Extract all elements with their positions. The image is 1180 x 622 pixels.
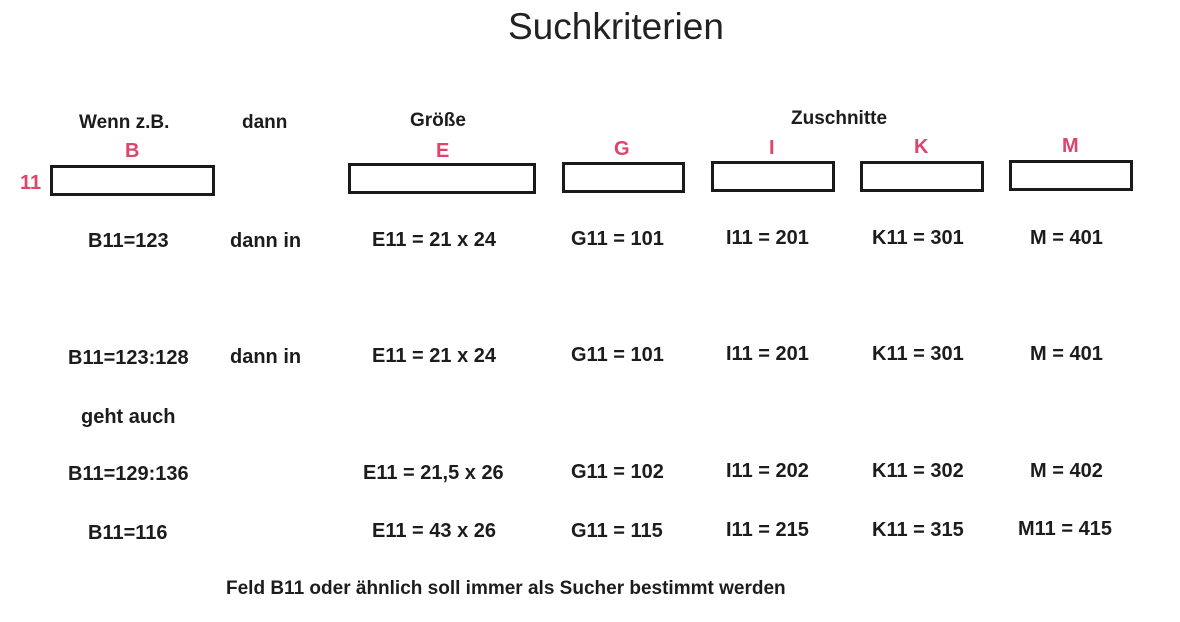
column-label-b: B xyxy=(125,140,140,162)
cell-box-b[interactable] xyxy=(50,165,215,196)
header-wenn: Wenn z.B. xyxy=(79,112,170,133)
row1-b: B11=123 xyxy=(88,230,169,252)
row4-k: K11 = 315 xyxy=(872,519,964,541)
row4-g: G11 = 115 xyxy=(571,520,663,542)
row3-b: B11=129:136 xyxy=(68,463,189,485)
cell-box-i[interactable] xyxy=(711,161,835,192)
row1-k: K11 = 301 xyxy=(872,227,964,249)
also-note: geht auch xyxy=(81,406,176,428)
row3-e: E11 = 21,5 x 26 xyxy=(363,462,504,484)
footer-note: Feld B11 oder ähnlich soll immer als Sucher bestimmt werden xyxy=(226,578,786,599)
header-dann: dann xyxy=(242,112,288,133)
row3-k: K11 = 302 xyxy=(872,460,964,482)
column-label-g: G xyxy=(614,138,630,160)
row4-i: I11 = 215 xyxy=(726,519,809,541)
row4-m: M11 = 415 xyxy=(1018,518,1112,540)
column-label-i: I xyxy=(769,137,775,159)
row2-e: E11 = 21 x 24 xyxy=(372,345,497,367)
header-zuschnitte: Zuschnitte xyxy=(791,108,888,129)
row1-dann: dann in xyxy=(230,230,302,252)
column-label-k: K xyxy=(914,136,929,158)
row4-e: E11 = 43 x 26 xyxy=(372,520,497,542)
page-title: Suchkriterien xyxy=(508,6,724,47)
column-label-m: M xyxy=(1062,135,1079,157)
row1-e: E11 = 21 x 24 xyxy=(372,229,497,251)
row2-dann: dann in xyxy=(230,346,302,368)
row2-k: K11 = 301 xyxy=(872,343,964,365)
row2-b: B11=123:128 xyxy=(68,347,189,369)
cell-box-k[interactable] xyxy=(860,161,984,192)
row4-b: B11=116 xyxy=(88,522,168,544)
row1-g: G11 = 101 xyxy=(571,228,664,250)
row3-g: G11 = 102 xyxy=(571,461,664,483)
row-label: 11 xyxy=(20,172,42,194)
row2-m: M = 401 xyxy=(1030,343,1103,365)
header-groesse: Größe xyxy=(410,110,466,131)
row2-i: I11 = 201 xyxy=(726,343,809,365)
row3-m: M = 402 xyxy=(1030,460,1103,482)
row1-m: M = 401 xyxy=(1030,227,1103,249)
row3-i: I11 = 202 xyxy=(726,460,809,482)
row2-g: G11 = 101 xyxy=(571,344,664,366)
cell-box-g[interactable] xyxy=(562,162,685,193)
cell-box-m[interactable] xyxy=(1009,160,1133,191)
cell-box-e[interactable] xyxy=(348,163,536,194)
column-label-e: E xyxy=(436,140,450,162)
row1-i: I11 = 201 xyxy=(726,227,809,249)
